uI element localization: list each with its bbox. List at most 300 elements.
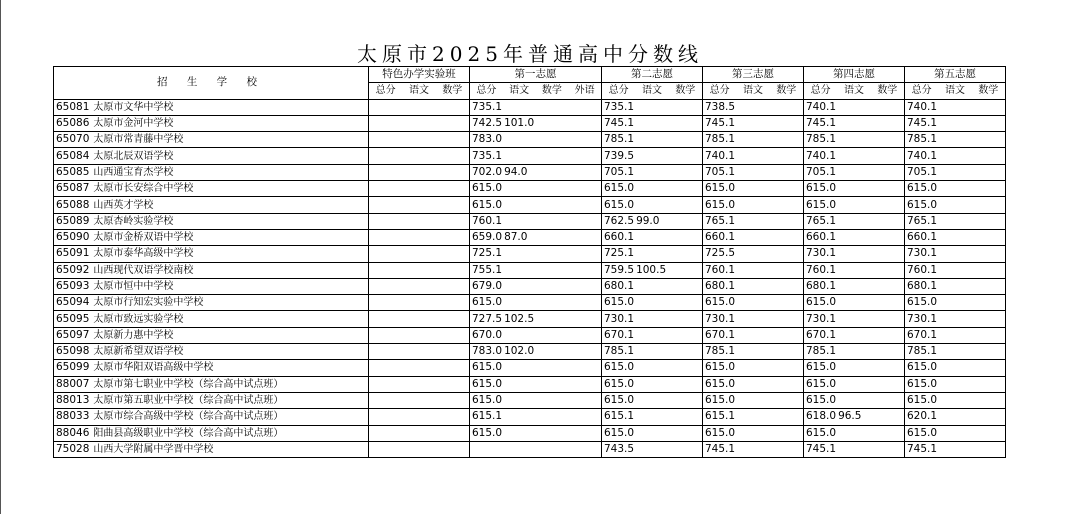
choice-5-cell [905,278,1006,294]
school-name: 太原杏岭实验学校 [93,215,174,227]
choice-3-cell [703,115,804,131]
subheader-choice-3 [703,83,804,99]
total-score: 615.0 [705,361,736,374]
choice-5-cell [905,164,1006,180]
choice-1-cell [470,132,602,148]
choice-5-cell [905,132,1006,148]
subheader-total: 总分 [911,85,932,97]
choice-4-cell [804,99,905,115]
choice-4-cell [804,213,905,229]
total-score: 615.0 [705,198,736,211]
choice-2-cell [602,441,703,457]
choice-3-cell [703,295,804,311]
total-score: 785.1 [604,345,635,358]
subheader-total: 总分 [608,85,629,97]
choice-1-cell [470,246,602,262]
school-name: 山西现代双语学校南校 [93,264,194,276]
total-score: 615.0 [472,394,503,407]
choice-3-cell [703,392,804,408]
total-score: 615.0 [806,377,837,390]
school-cell [54,115,369,131]
total-score: 615.0 [806,361,837,374]
choice-3-cell [703,360,804,376]
school-cell [54,197,369,213]
choice-5-cell [905,99,1006,115]
choice-3-cell [703,278,804,294]
subheader-math: 数学 [541,85,562,97]
header-choice-2: 第二志愿 [602,67,703,83]
choice-3-cell [703,99,804,115]
choice-4-cell [804,115,905,131]
total-score: 730.1 [806,312,837,325]
school-name: 太原新希望双语学校 [93,346,184,358]
special-class-cell [369,181,470,197]
total-score: 785.1 [907,133,938,146]
school-cell [54,392,369,408]
choice-1-cell [470,360,602,376]
school-cell [54,262,369,278]
choice-2-cell [602,246,703,262]
total-score: 727.5 [472,312,503,325]
total-score: 745.1 [806,117,837,130]
total-score: 615.0 [705,377,736,390]
total-score: 660.1 [604,231,635,244]
school-cell [54,181,369,197]
choice-5-cell [905,376,1006,392]
total-score: 760.1 [907,263,938,276]
choice-4-cell [804,441,905,457]
total-score: 680.1 [806,280,837,292]
school-code: 88033 [56,410,90,423]
total-score: 765.1 [806,214,837,227]
total-score: 759.5 [604,263,635,276]
school-name: 太原市金河中学校 [93,118,174,130]
total-score: 742.5 [472,117,503,130]
subheader-chinese: 语文 [843,85,864,97]
school-code: 65092 [56,263,90,276]
table-row [54,360,1006,376]
subheader-math: 数学 [877,85,898,97]
choice-3-cell [703,311,804,327]
choice-1-cell [470,115,602,131]
school-name: 太原市金桥双语中学校 [93,232,194,244]
total-score: 739.5 [604,149,635,162]
choice-2-cell [602,344,703,360]
table-row [54,262,1006,278]
total-score: 783.0 [472,345,503,358]
total-score: 762.5 [604,214,635,227]
total-score: 615.0 [604,377,635,390]
page-left-edge [0,0,1,514]
total-score: 730.1 [705,312,736,325]
total-score: 615.0 [806,296,837,309]
choice-3-cell [703,376,804,392]
school-code: 65098 [56,345,90,358]
choice-4-cell [804,409,905,425]
special-class-cell [369,344,470,360]
header-school: 招 生 学 校 [54,67,369,100]
choice-1-cell [470,278,602,294]
total-score: 705.1 [806,165,837,178]
table-row [54,99,1006,115]
school-code: 88007 [56,377,90,390]
school-cell [54,425,369,441]
special-class-cell [369,409,470,425]
subheader-foreign-language: 外语 [574,85,595,97]
table-row [54,327,1006,343]
school-code: 75028 [56,442,90,455]
total-score: 660.1 [806,231,837,244]
special-class-cell [369,262,470,278]
special-class-cell [369,425,470,441]
total-score: 615.0 [806,426,837,439]
school-name: 山西通宝育杰学校 [93,166,174,178]
choice-5-cell [905,213,1006,229]
choice-4-cell [804,278,905,294]
total-score: 670.1 [705,328,736,341]
choice-4-cell [804,376,905,392]
subheader-choice-5 [905,83,1006,99]
subheader-total: 总分 [375,85,396,97]
total-score: 660.1 [705,231,736,244]
school-name: 太原市恒中中学校 [93,281,174,292]
total-score: 755.1 [472,263,503,276]
choice-3-cell [703,132,804,148]
total-score: 740.1 [705,149,736,162]
choice-2-cell [602,181,703,197]
chinese-score: 102.5 [504,312,535,325]
special-class-cell [369,360,470,376]
table-row [54,376,1006,392]
school-name: 太原市第五职业中学校（综合高中试点班） [93,395,284,407]
school-name: 太原市第七职业中学校（综合高中试点班） [93,378,284,390]
choice-3-cell [703,441,804,457]
total-score: 615.0 [907,296,938,309]
special-class-cell [369,311,470,327]
choice-3-cell [703,213,804,229]
chinese-score: 100.5 [636,263,667,276]
school-cell [54,132,369,148]
total-score: 760.1 [472,214,503,227]
table-row [54,344,1006,360]
total-score: 670.1 [806,328,837,341]
choice-2-cell [602,360,703,376]
total-score: 670.1 [907,328,938,341]
total-score: 785.1 [806,345,837,358]
total-score: 705.1 [604,165,635,178]
total-score: 738.5 [705,100,736,113]
choice-4-cell [804,392,905,408]
total-score: 615.0 [907,182,938,195]
table-row [54,246,1006,262]
choice-5-cell [905,344,1006,360]
choice-1-cell [470,295,602,311]
total-score: 705.1 [907,165,938,178]
choice-3-cell [703,148,804,164]
choice-2-cell [602,148,703,164]
choice-3-cell [703,197,804,213]
table-row [54,278,1006,294]
school-code: 65093 [56,280,90,292]
choice-1-cell [470,441,602,457]
school-name: 太原市华阳双语高级中学校 [93,362,214,374]
total-score: 702.0 [472,165,503,178]
choice-2-cell [602,262,703,278]
choice-1-cell [470,409,602,425]
school-cell [54,311,369,327]
total-score: 760.1 [705,263,736,276]
choice-2-cell [602,311,703,327]
table-row [54,164,1006,180]
choice-3-cell [703,327,804,343]
chinese-score: 96.5 [838,410,862,423]
choice-2-cell [602,278,703,294]
choice-5-cell [905,392,1006,408]
school-name: 太原市综合高级中学校（综合高中试点班） [93,411,284,423]
total-score: 785.1 [705,345,736,358]
total-score: 615.0 [705,182,736,195]
school-cell [54,360,369,376]
choice-4-cell [804,262,905,278]
special-class-cell [369,213,470,229]
choice-1-cell [470,99,602,115]
total-score: 783.0 [472,133,503,146]
subheader-math: 数学 [675,85,696,97]
table-row [54,229,1006,245]
choice-2-cell [602,295,703,311]
subheader-total: 总分 [709,85,730,97]
table-row [54,311,1006,327]
choice-5-cell [905,360,1006,376]
header-choice-3: 第三志愿 [703,67,804,83]
total-score: 615.0 [705,394,736,407]
choice-2-cell [602,392,703,408]
table-row [54,181,1006,197]
subheader-math: 数学 [776,85,797,97]
total-score: 679.0 [472,280,503,292]
school-name: 太原市行知宏实验中学校 [93,297,204,309]
school-cell [54,327,369,343]
choice-2-cell [602,115,703,131]
school-code: 65097 [56,328,90,341]
special-class-cell [369,392,470,408]
total-score: 670.0 [472,328,503,341]
choice-4-cell [804,344,905,360]
choice-3-cell [703,344,804,360]
choice-5-cell [905,295,1006,311]
total-score: 725.5 [705,247,736,260]
chinese-score: 101.0 [504,117,535,130]
school-code: 65085 [56,165,90,178]
choice-2-cell [602,132,703,148]
subheader-choice-4 [804,83,905,99]
table-row [54,132,1006,148]
choice-5-cell [905,246,1006,262]
total-score: 615.0 [907,377,938,390]
total-score: 660.1 [907,231,938,244]
choice-4-cell [804,311,905,327]
choice-5-cell [905,262,1006,278]
school-code: 65084 [56,149,90,162]
header-choice-1: 第一志愿 [470,67,602,83]
special-class-cell [369,99,470,115]
total-score: 745.1 [907,117,938,130]
school-name: 太原新力惠中学校 [93,329,174,341]
total-score: 735.1 [472,149,503,162]
total-score: 760.1 [806,263,837,276]
table-row [54,409,1006,425]
school-cell [54,409,369,425]
total-score: 740.1 [806,149,837,162]
subheader-math: 数学 [442,85,463,97]
choice-3-cell [703,409,804,425]
school-name: 山西英才学校 [93,199,154,211]
choice-4-cell [804,164,905,180]
choice-3-cell [703,262,804,278]
total-score: 615.1 [604,410,635,423]
special-class-cell [369,229,470,245]
school-code: 65090 [56,231,90,244]
special-class-cell [369,148,470,164]
subheader-math: 数学 [978,85,999,97]
special-class-cell [369,115,470,131]
total-score: 745.1 [907,442,938,455]
special-class-cell [369,246,470,262]
total-score: 615.0 [472,296,503,309]
total-score: 615.0 [472,198,503,211]
choice-5-cell [905,197,1006,213]
choice-2-cell [602,99,703,115]
total-score: 659.0 [472,231,503,244]
total-score: 615.0 [472,426,503,439]
total-score: 680.1 [907,280,938,292]
total-score: 705.1 [705,165,736,178]
school-name: 太原市常青藤中学校 [93,134,184,146]
table-row [54,115,1006,131]
total-score: 740.1 [907,100,938,113]
total-score: 730.1 [806,247,837,260]
choice-5-cell [905,148,1006,164]
total-score: 785.1 [705,133,736,146]
total-score: 785.1 [907,345,938,358]
total-score: 735.1 [472,100,503,113]
total-score: 680.1 [705,280,736,292]
choice-4-cell [804,197,905,213]
total-score: 615.0 [907,198,938,211]
total-score: 615.0 [604,198,635,211]
school-name: 太原市致远实验学校 [93,313,184,325]
choice-5-cell [905,327,1006,343]
school-cell [54,229,369,245]
school-name: 山西大学附属中学晋中学校 [93,443,214,455]
total-score: 745.1 [604,117,635,130]
choice-4-cell [804,229,905,245]
choice-3-cell [703,425,804,441]
choice-3-cell [703,181,804,197]
school-code: 65086 [56,117,90,130]
choice-1-cell [470,262,602,278]
total-score: 615.1 [705,410,736,423]
choice-5-cell [905,441,1006,457]
total-score: 745.1 [705,117,736,130]
special-class-cell [369,164,470,180]
total-score: 615.0 [907,361,938,374]
school-code: 65095 [56,312,90,325]
total-score: 725.1 [472,247,503,260]
total-score: 615.0 [472,377,503,390]
choice-4-cell [804,327,905,343]
chinese-score: 87.0 [504,231,528,244]
school-name: 太原市文华中学校 [93,101,174,113]
total-score: 615.0 [604,361,635,374]
table-row [54,392,1006,408]
subheader-total: 总分 [476,85,497,97]
choice-1-cell [470,344,602,360]
choice-5-cell [905,311,1006,327]
total-score: 735.1 [604,100,635,113]
total-score: 740.1 [806,100,837,113]
choice-1-cell [470,327,602,343]
school-cell [54,376,369,392]
table-row [54,441,1006,457]
chinese-score: 94.0 [504,165,528,178]
subheader-choice-2 [602,83,703,99]
total-score: 680.1 [604,280,635,292]
total-score: 785.1 [806,133,837,146]
school-cell [54,99,369,115]
total-score: 740.1 [907,149,938,162]
total-score: 615.0 [472,182,503,195]
choice-1-cell [470,425,602,441]
special-class-cell [369,295,470,311]
choice-2-cell [602,213,703,229]
special-class-cell [369,376,470,392]
choice-1-cell [470,392,602,408]
special-class-cell [369,197,470,213]
table-row [54,425,1006,441]
choice-4-cell [804,246,905,262]
choice-3-cell [703,229,804,245]
special-class-cell [369,327,470,343]
school-code: 65091 [56,247,90,260]
subheader-chinese: 语文 [509,85,530,97]
total-score: 785.1 [604,133,635,146]
school-code: 65087 [56,182,90,195]
total-score: 730.1 [907,247,938,260]
choice-1-cell [470,148,602,164]
total-score: 615.0 [705,296,736,309]
total-score: 765.1 [907,214,938,227]
choice-2-cell [602,229,703,245]
school-cell [54,295,369,311]
total-score: 615.0 [806,198,837,211]
choice-5-cell [905,181,1006,197]
choice-1-cell [470,376,602,392]
total-score: 765.1 [705,214,736,227]
school-code: 65070 [56,133,90,146]
table-row [54,197,1006,213]
choice-4-cell [804,425,905,441]
choice-2-cell [602,164,703,180]
total-score: 615.0 [604,296,635,309]
total-score: 615.0 [907,426,938,439]
subheader-special [369,83,470,99]
choice-4-cell [804,295,905,311]
choice-5-cell [905,115,1006,131]
choice-1-cell [470,213,602,229]
total-score: 745.1 [705,442,736,455]
total-score: 725.1 [604,247,635,260]
